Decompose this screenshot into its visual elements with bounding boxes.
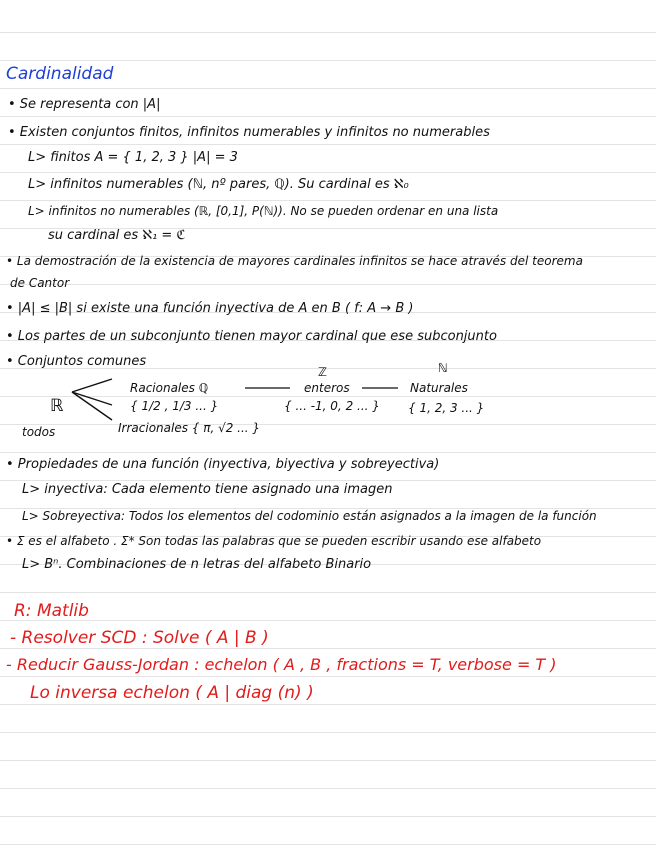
diagram-racionales-examples: { 1/2 , 1/3 ... }: [130, 399, 219, 413]
red-note-line: - Reducir Gauss-Jordan : echelon ( A , B , fractions = T, verbose = T ): [6, 655, 557, 674]
diagram-enteros-examples: { ... -1, 0, 2 ... }: [284, 399, 380, 413]
diagram-enteros: enteros: [304, 381, 350, 395]
note-line: L> infinitos no numerables (ℝ, [0,1], P(ℕ)). No se pueden ordenar en una lista: [28, 204, 499, 218]
diagram-naturals-symbol: ℕ: [438, 361, 448, 375]
note-line: L> finitos A = { 1, 2, 3 } |A| = 3: [28, 150, 238, 165]
diagram-reals: ℝ: [50, 396, 64, 416]
note-line: L> Sobreyectiva: Todos los elementos del codominio están asignados a la imagen de la función: [22, 509, 597, 523]
note-line: L> Bⁿ. Combinaciones de n letras del alfabeto Binario: [22, 557, 372, 572]
note-line: su cardinal es ℵ₁ = ℭ: [48, 228, 186, 243]
note-line: • |A| ≤ |B| si existe una función inyectiva de A en B ( f: A → B ): [6, 301, 414, 316]
diagram-integers-symbol: ℤ: [318, 365, 327, 379]
diagram-naturales: Naturales: [410, 381, 468, 395]
note-line: • Los partes de un subconjunto tienen mayor cardinal que ese subconjunto: [6, 329, 497, 344]
note-line: L> infinitos numerables (ℕ, nº pares, ℚ). Su cardinal es ℵ₀: [28, 177, 409, 192]
diagram-todos: todos: [22, 425, 56, 439]
note-line: • Existen conjuntos finitos, infinitos numerables y infinitos no numerables: [8, 125, 490, 140]
note-line: • Se representa con |A|: [8, 97, 161, 112]
note-line: • Conjuntos comunes: [6, 354, 147, 369]
diagram-racionales: Racionales ℚ: [130, 381, 209, 395]
red-note-line: - Resolver SCD : Solve ( A | B ): [10, 628, 269, 648]
diagram-irracionales: Irracionales { π, √2 ... }: [118, 421, 261, 435]
note-line: L> inyectiva: Cada elemento tiene asignado una imagen: [22, 482, 393, 497]
page-title: Cardinalidad: [6, 64, 114, 84]
note-line: de Cantor: [10, 276, 70, 290]
note-line: • La demostración de la existencia de mayores cardinales infinitos se hace através del teorema: [6, 254, 583, 268]
red-note-line: Lo inversa echelon ( A | diag (n) ): [30, 683, 314, 703]
note-line: • Propiedades de una función (inyectiva, biyectiva y sobreyectiva): [6, 457, 440, 472]
diagram-naturales-examples: { 1, 2, 3 ... }: [408, 401, 485, 415]
red-note-line: R: Matlib: [14, 601, 89, 621]
note-line: • Σ es el alfabeto . Σ* Son todas las palabras que se pueden escribir usando ese alfabeto: [6, 534, 542, 548]
